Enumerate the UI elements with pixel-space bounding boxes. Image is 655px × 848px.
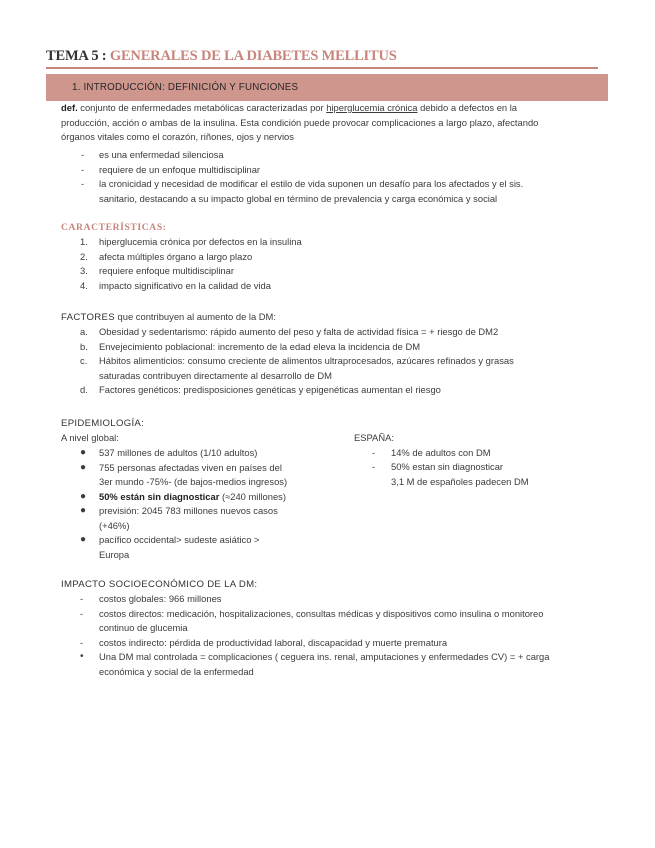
hiperglucemia-link: hiperglucemia crónica: [326, 102, 418, 113]
list-marker: -: [80, 593, 84, 604]
global-list: [80, 446, 330, 562]
list-item-text: 755 personas afectadas viven en países del: [99, 461, 282, 473]
list-item-text: es una enfermedad silenciosa: [99, 149, 224, 160]
list-item: [80, 325, 600, 340]
topic-number: TEMA 5 :: [46, 48, 107, 64]
list-item: - requiere de un enfoque multidisciplinar: [81, 163, 261, 175]
spain-column: [354, 431, 594, 489]
definition-label: def.: [61, 102, 78, 113]
title-underline: [46, 67, 598, 69]
list-item: [80, 235, 580, 250]
list-item: [80, 354, 600, 369]
list-item-text: costos globales: 966 millones: [99, 593, 222, 604]
caracteristicas-heading-text: CARACTERÍSTICAS:: [61, 222, 167, 233]
list-item-continuation: [80, 369, 600, 384]
list-marker: -: [80, 636, 84, 648]
list-number: 2.: [80, 250, 88, 262]
list-item-text: afecta múltiples órgano a largo plazo: [99, 250, 253, 262]
list-item: ● 537 millones de adultos (1/10 adultos): [80, 447, 258, 458]
list-item-text: Europa: [99, 548, 130, 560]
list-item-text: requiere de un enfoque multidisciplinar: [99, 163, 261, 175]
list-item-continuation: [80, 475, 330, 490]
list-item-text: 537 millones de adultos (1/10 adultos): [99, 447, 258, 458]
list-item: [80, 592, 610, 607]
topic-title: [46, 46, 598, 69]
list-item: - 14% de adultos con DM: [372, 446, 491, 458]
factores-list: [80, 325, 600, 398]
list-item-text: 3,1 M de españoles padecen DM: [391, 475, 529, 487]
list-item: - 50% estan sin diagnosticar: [372, 461, 504, 472]
list-item: [80, 636, 610, 651]
list-item-continuation: [80, 665, 610, 680]
definition-line: producción, acción o ambas de la insulina. Esta condición puede provocar complicaciones a largo plazo, afectando: [61, 116, 539, 128]
list-number: 1.: [80, 236, 88, 247]
list-item-text: Factores genéticos: predisposiciones genéticas y epigenéticas aumentan el riesgo: [99, 384, 441, 395]
list-item: - es una enfermedad silenciosa: [81, 149, 224, 160]
epidemiologia-heading: [61, 416, 144, 432]
list-item: ● previsión: 2045 783 millones nuevos casos: [80, 505, 278, 516]
list-item-text: hiperglucemia crónica por defectos en la insulina: [99, 236, 302, 247]
list-item: ● 50% están sin diagnosticar (≈240 millones): [80, 490, 286, 502]
list-item-continuation: [80, 621, 610, 636]
list-item-text: 3er mundo -75%- (de bajos-medios ingresos): [99, 476, 288, 487]
list-item: [80, 264, 580, 279]
caracteristicas-heading: [61, 220, 167, 236]
list-item: [80, 250, 580, 265]
global-label-text: A nivel global:: [61, 432, 119, 443]
list-item-continuation: [80, 519, 330, 534]
definition-text: debido a defectos en la: [417, 102, 518, 113]
list-letter: c.: [80, 355, 88, 366]
list-item-text: costos indirecto: pérdida de productividad laboral, discapacidad y muerte prematura: [99, 636, 448, 648]
caracteristicas-list: [80, 235, 580, 293]
list-item-text: continuo de glucemia: [99, 622, 188, 633]
epidemiologia-heading-text: EPIDEMIOLOGÍA:: [61, 418, 145, 429]
list-item-text: Envejecimiento poblacional: incremento de la edad eleva la incidencia de DM: [99, 340, 421, 352]
list-item-continuation: [372, 475, 594, 490]
list-item-text: económica y social de la enfermedad: [99, 665, 254, 677]
list-item-text: Obesidad y sedentarismo: rápido aumento del peso y falta de actividad física = + riesgo de DM2: [99, 326, 499, 337]
list-item-text: Una DM mal controlada = complicaciones ( ceguera ins. renal, amputaciones y enfermedades CV) = + carga: [99, 651, 550, 662]
list-item-text: requiere enfoque multidisciplinar: [99, 265, 234, 276]
list-item-text: 14% de adultos con DM: [391, 446, 491, 458]
definition-block: [61, 101, 621, 145]
list-item-text: (≈240 millones): [219, 490, 286, 502]
list-item-continuation: [80, 548, 330, 563]
list-item: [80, 607, 610, 622]
list-item-text: previsión: 2045 783 millones nuevos casos: [99, 505, 278, 516]
list-item: [80, 279, 580, 294]
factores-heading: [61, 310, 276, 326]
list-item-text: sanitario, destacando a su impacto global en término de prevalencia y carga económica y social: [99, 192, 498, 204]
list-number: 4.: [80, 279, 88, 291]
list-item: [80, 650, 610, 665]
list-item-text: saturadas contribuyen directamente al desarrollo de DM: [99, 369, 332, 381]
section-header: [46, 74, 608, 101]
list-item-text: costos directos: medicación, hospitalizaciones, consultas médicas y dispositivos como insulina o monitoreo: [99, 607, 544, 619]
list-letter: a.: [80, 326, 88, 337]
list-item-text: (+46%): [99, 519, 130, 531]
list-item: [80, 383, 600, 398]
list-item: ● pacífico occidental> sudeste asiático >: [80, 534, 260, 545]
list-item-text: Hábitos alimenticios: consumo creciente de alimentos ultraprocesados, azúcares refinados y grasas: [99, 355, 514, 366]
list-item-bold-text: 50% están sin diagnosticar: [99, 490, 220, 502]
factores-heading-text: FACTORES: [61, 312, 115, 323]
section-header-label: 1. INTRODUCCIÓN: DEFINICIÓN Y FUNCIONES: [72, 82, 299, 93]
list-item-text: la cronicidad y necesidad de modificar el estilo de vida suponen un desafío para los afectados y el sis.: [99, 178, 524, 189]
list-item: - la cronicidad y necesidad de modificar el estilo de vida suponen un desafío para los afectados y el sis.: [81, 178, 524, 189]
list-item: ● 755 personas afectadas viven en países del: [80, 461, 282, 473]
list-number: 3.: [80, 265, 88, 276]
list-item-text: impacto significativo en la calidad de vida: [99, 279, 271, 291]
impacto-list: [80, 592, 610, 679]
factores-heading-rest: que contribuyen al aumento de la DM:: [114, 311, 276, 322]
definition-bullets: [81, 148, 601, 206]
definition-line: órganos vitales como el corazón, riñones, ojos y nervios: [61, 131, 294, 142]
definition-line: [61, 101, 621, 116]
list-item-text: pacífico occidental> sudeste asiático >: [99, 534, 260, 545]
list-letter: d.: [80, 384, 88, 395]
list-item-text: 50% estan sin diagnosticar: [391, 461, 504, 472]
definition-text: conjunto de enfermedades metabólicas caracterizadas por: [77, 102, 327, 113]
list-item: [80, 340, 600, 355]
topic-name: GENERALES DE LA DIABETES MELLITUS: [109, 48, 397, 64]
list-item-continuation: [81, 192, 601, 207]
global-label: [61, 431, 119, 446]
spain-label: ESPAÑA:: [354, 432, 394, 443]
impacto-heading-text: IMPACTO SOCIOECONÓMICO DE LA DM:: [61, 579, 258, 590]
list-marker: •: [80, 651, 84, 662]
list-letter: b.: [80, 340, 88, 352]
list-marker: -: [80, 607, 84, 619]
impacto-heading: [61, 577, 257, 593]
